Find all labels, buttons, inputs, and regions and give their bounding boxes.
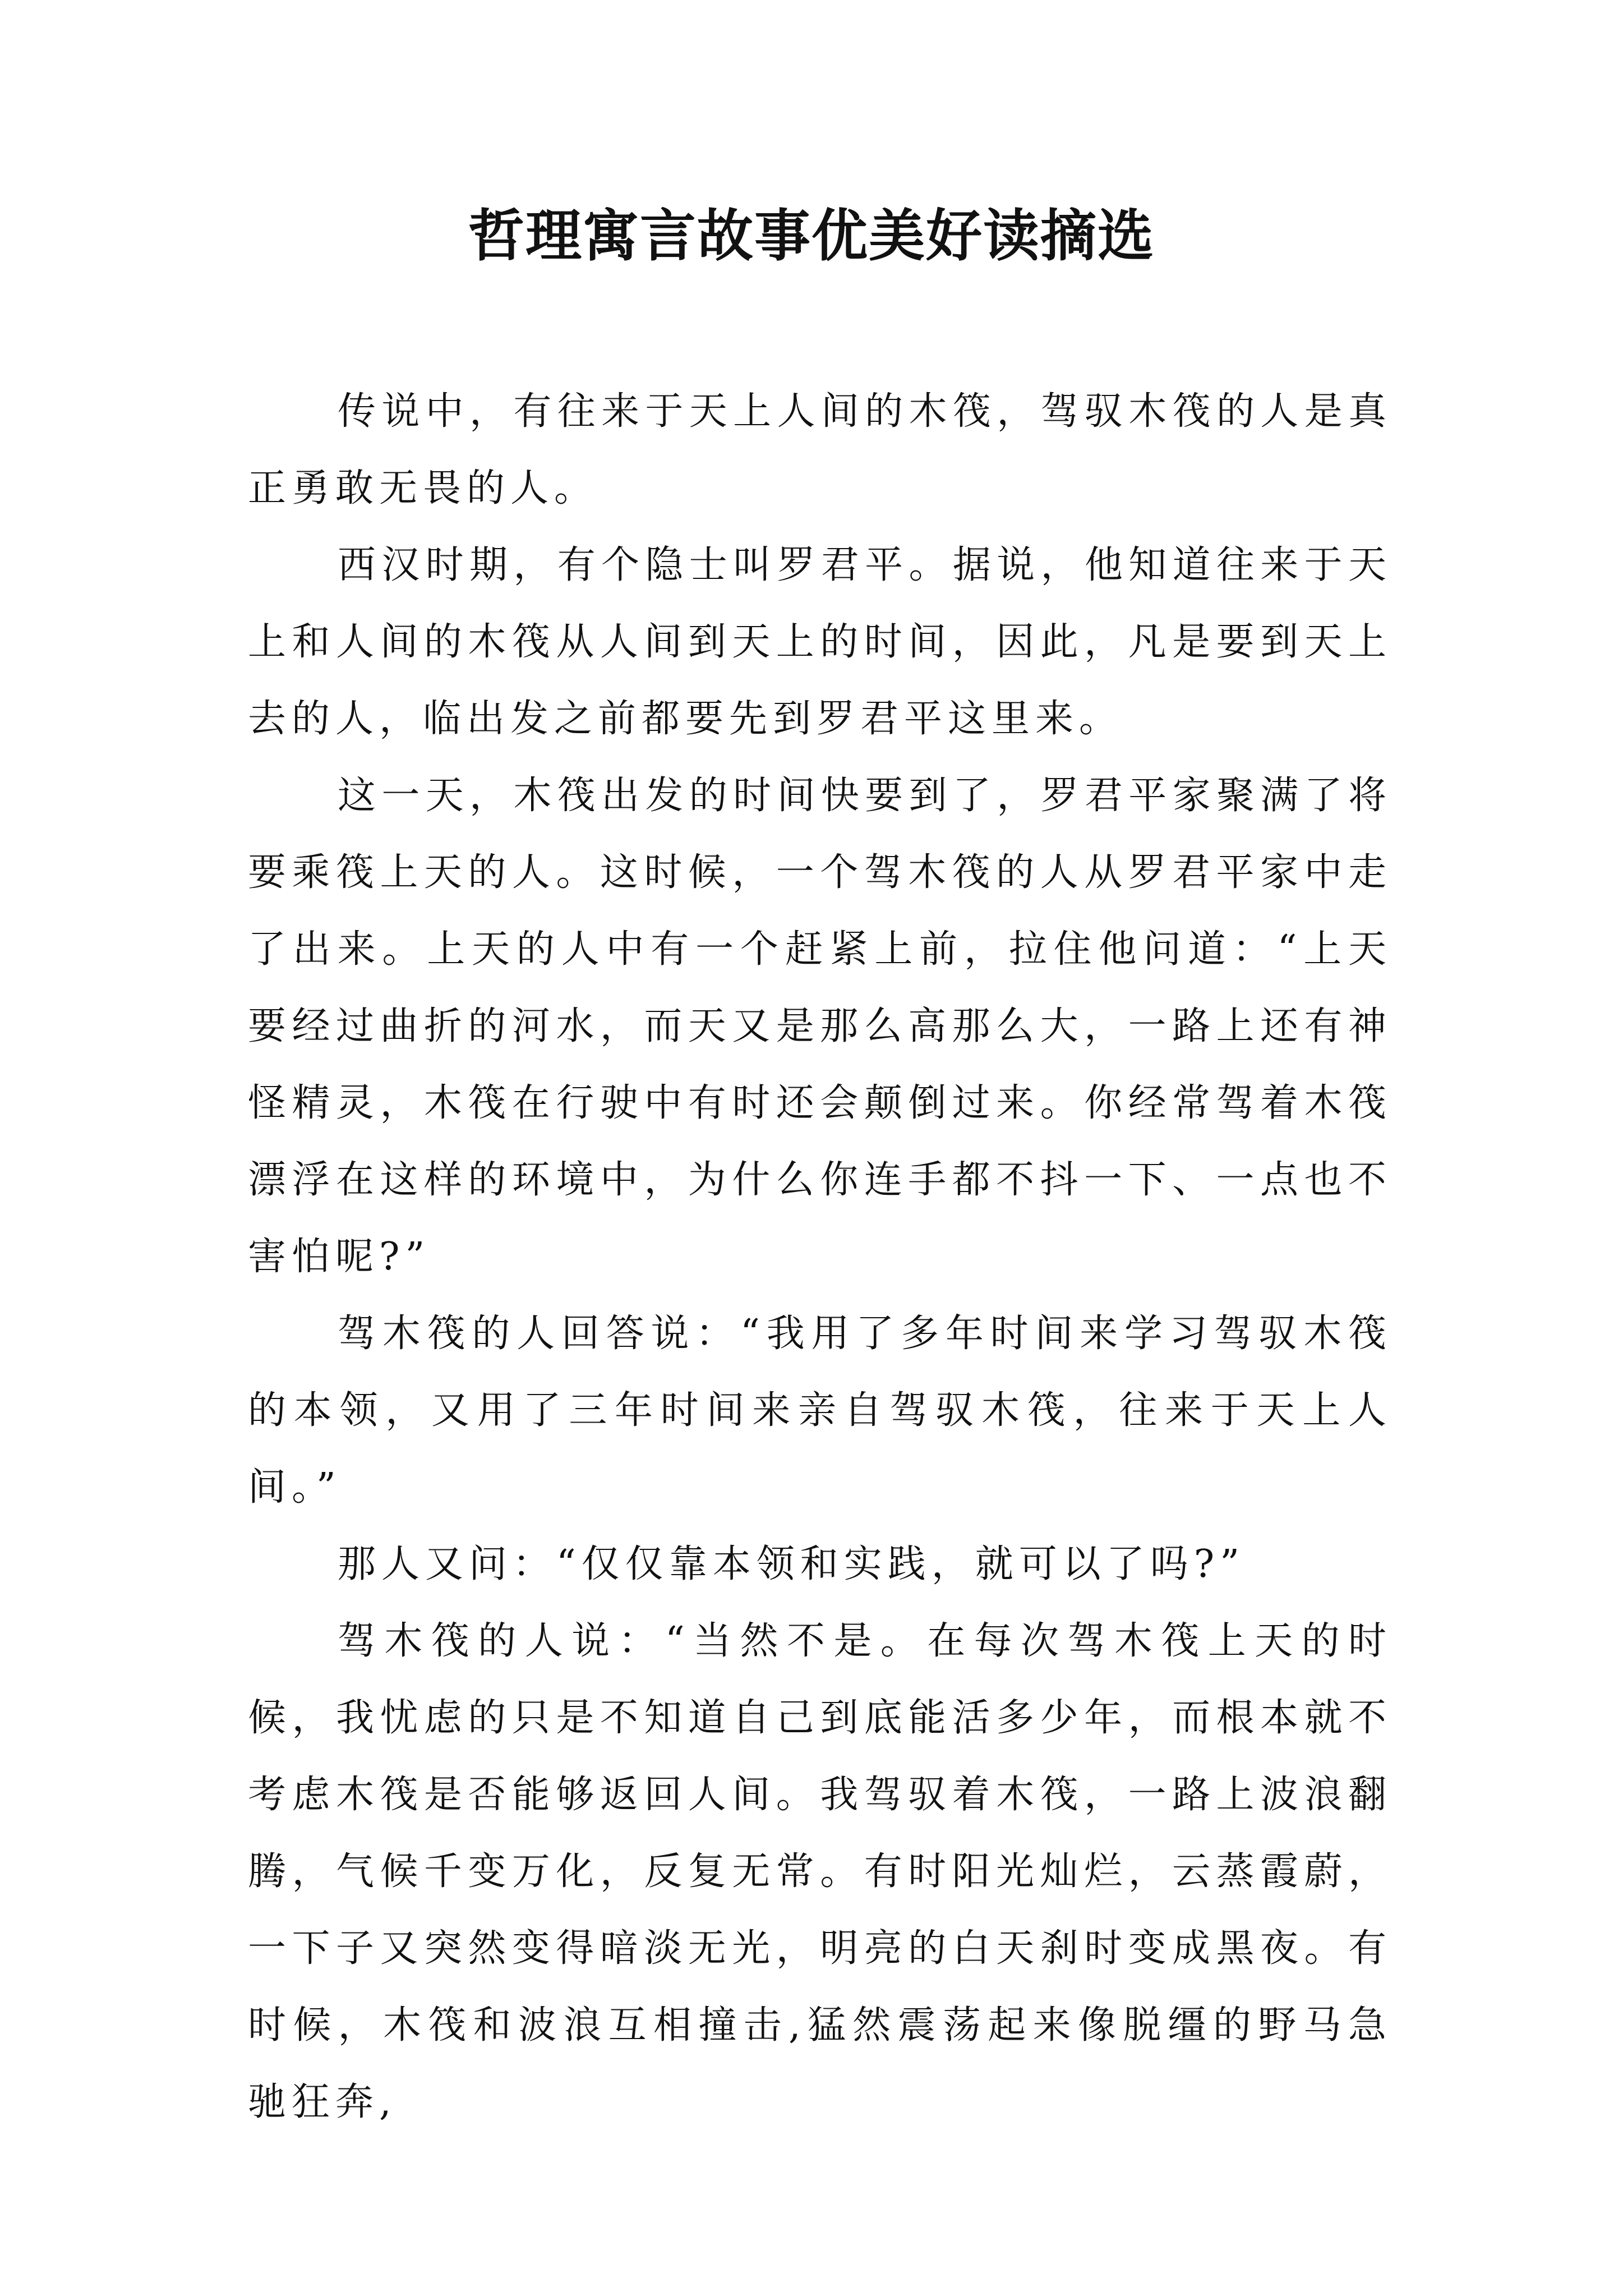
paragraph: 驾木筏的人说：“当然不是。在每次驾木筏上天的时候，我忧虑的只是不知道自己到底能活多少年，而根本就不考虑木筏是否能够返回人间。我驾驭着木筏，一路上波浪翻腾，气候千变万化，反复无常。有时阳光灿烂，云蒸霞蔚，一下子又突然变得暗淡无光，明亮的白天刹时变成黑夜。有时候，木筏和波浪互相撞击,猛然震荡起来像脱缰的野马急驰狂奔, bbox=[248, 1619, 1392, 2124]
paragraph: 那人又问：“仅仅靠本领和实践，就可以了吗?” bbox=[338, 1542, 1245, 1586]
paragraph: 西汉时期，有个隐士叫罗君平。据说，他知道往来于天上和人间的木筏从人间到天上的时间，因此，凡是要到天上去的人，临出发之前都要先到罗君平这里来。 bbox=[248, 543, 1392, 741]
paragraph: 传说中，有往来于天上人间的木筏，驾驭木筏的人是真正勇敢无畏的人。 bbox=[248, 389, 1392, 510]
paragraph: 这一天，木筏出发的时间快要到了，罗君平家聚满了将要乘筏上天的人。这时候，一个驾木筏的人从罗君平家中走了出来。上天的人中有一个赶紧上前，拉住他问道：“上天要经过曲折的河水，而天又是那么高那么大，一路上还有神怪精灵，木筏在行驶中有时还会颠倒过来。你经常驾着木筏漂浮在这样的环境中，为什么你连手都不抖一下、一点也不害怕呢?” bbox=[248, 774, 1392, 1279]
document-title: 哲理寓言故事优美好读摘选 bbox=[468, 203, 1155, 269]
document-body bbox=[248, 373, 1392, 2141]
paragraph: 驾木筏的人回答说：“我用了多年时间来学习驾驭木筏的本领，又用了三年时间来亲自驾驭木筏，往来于天上人间。” bbox=[248, 1312, 1392, 1510]
